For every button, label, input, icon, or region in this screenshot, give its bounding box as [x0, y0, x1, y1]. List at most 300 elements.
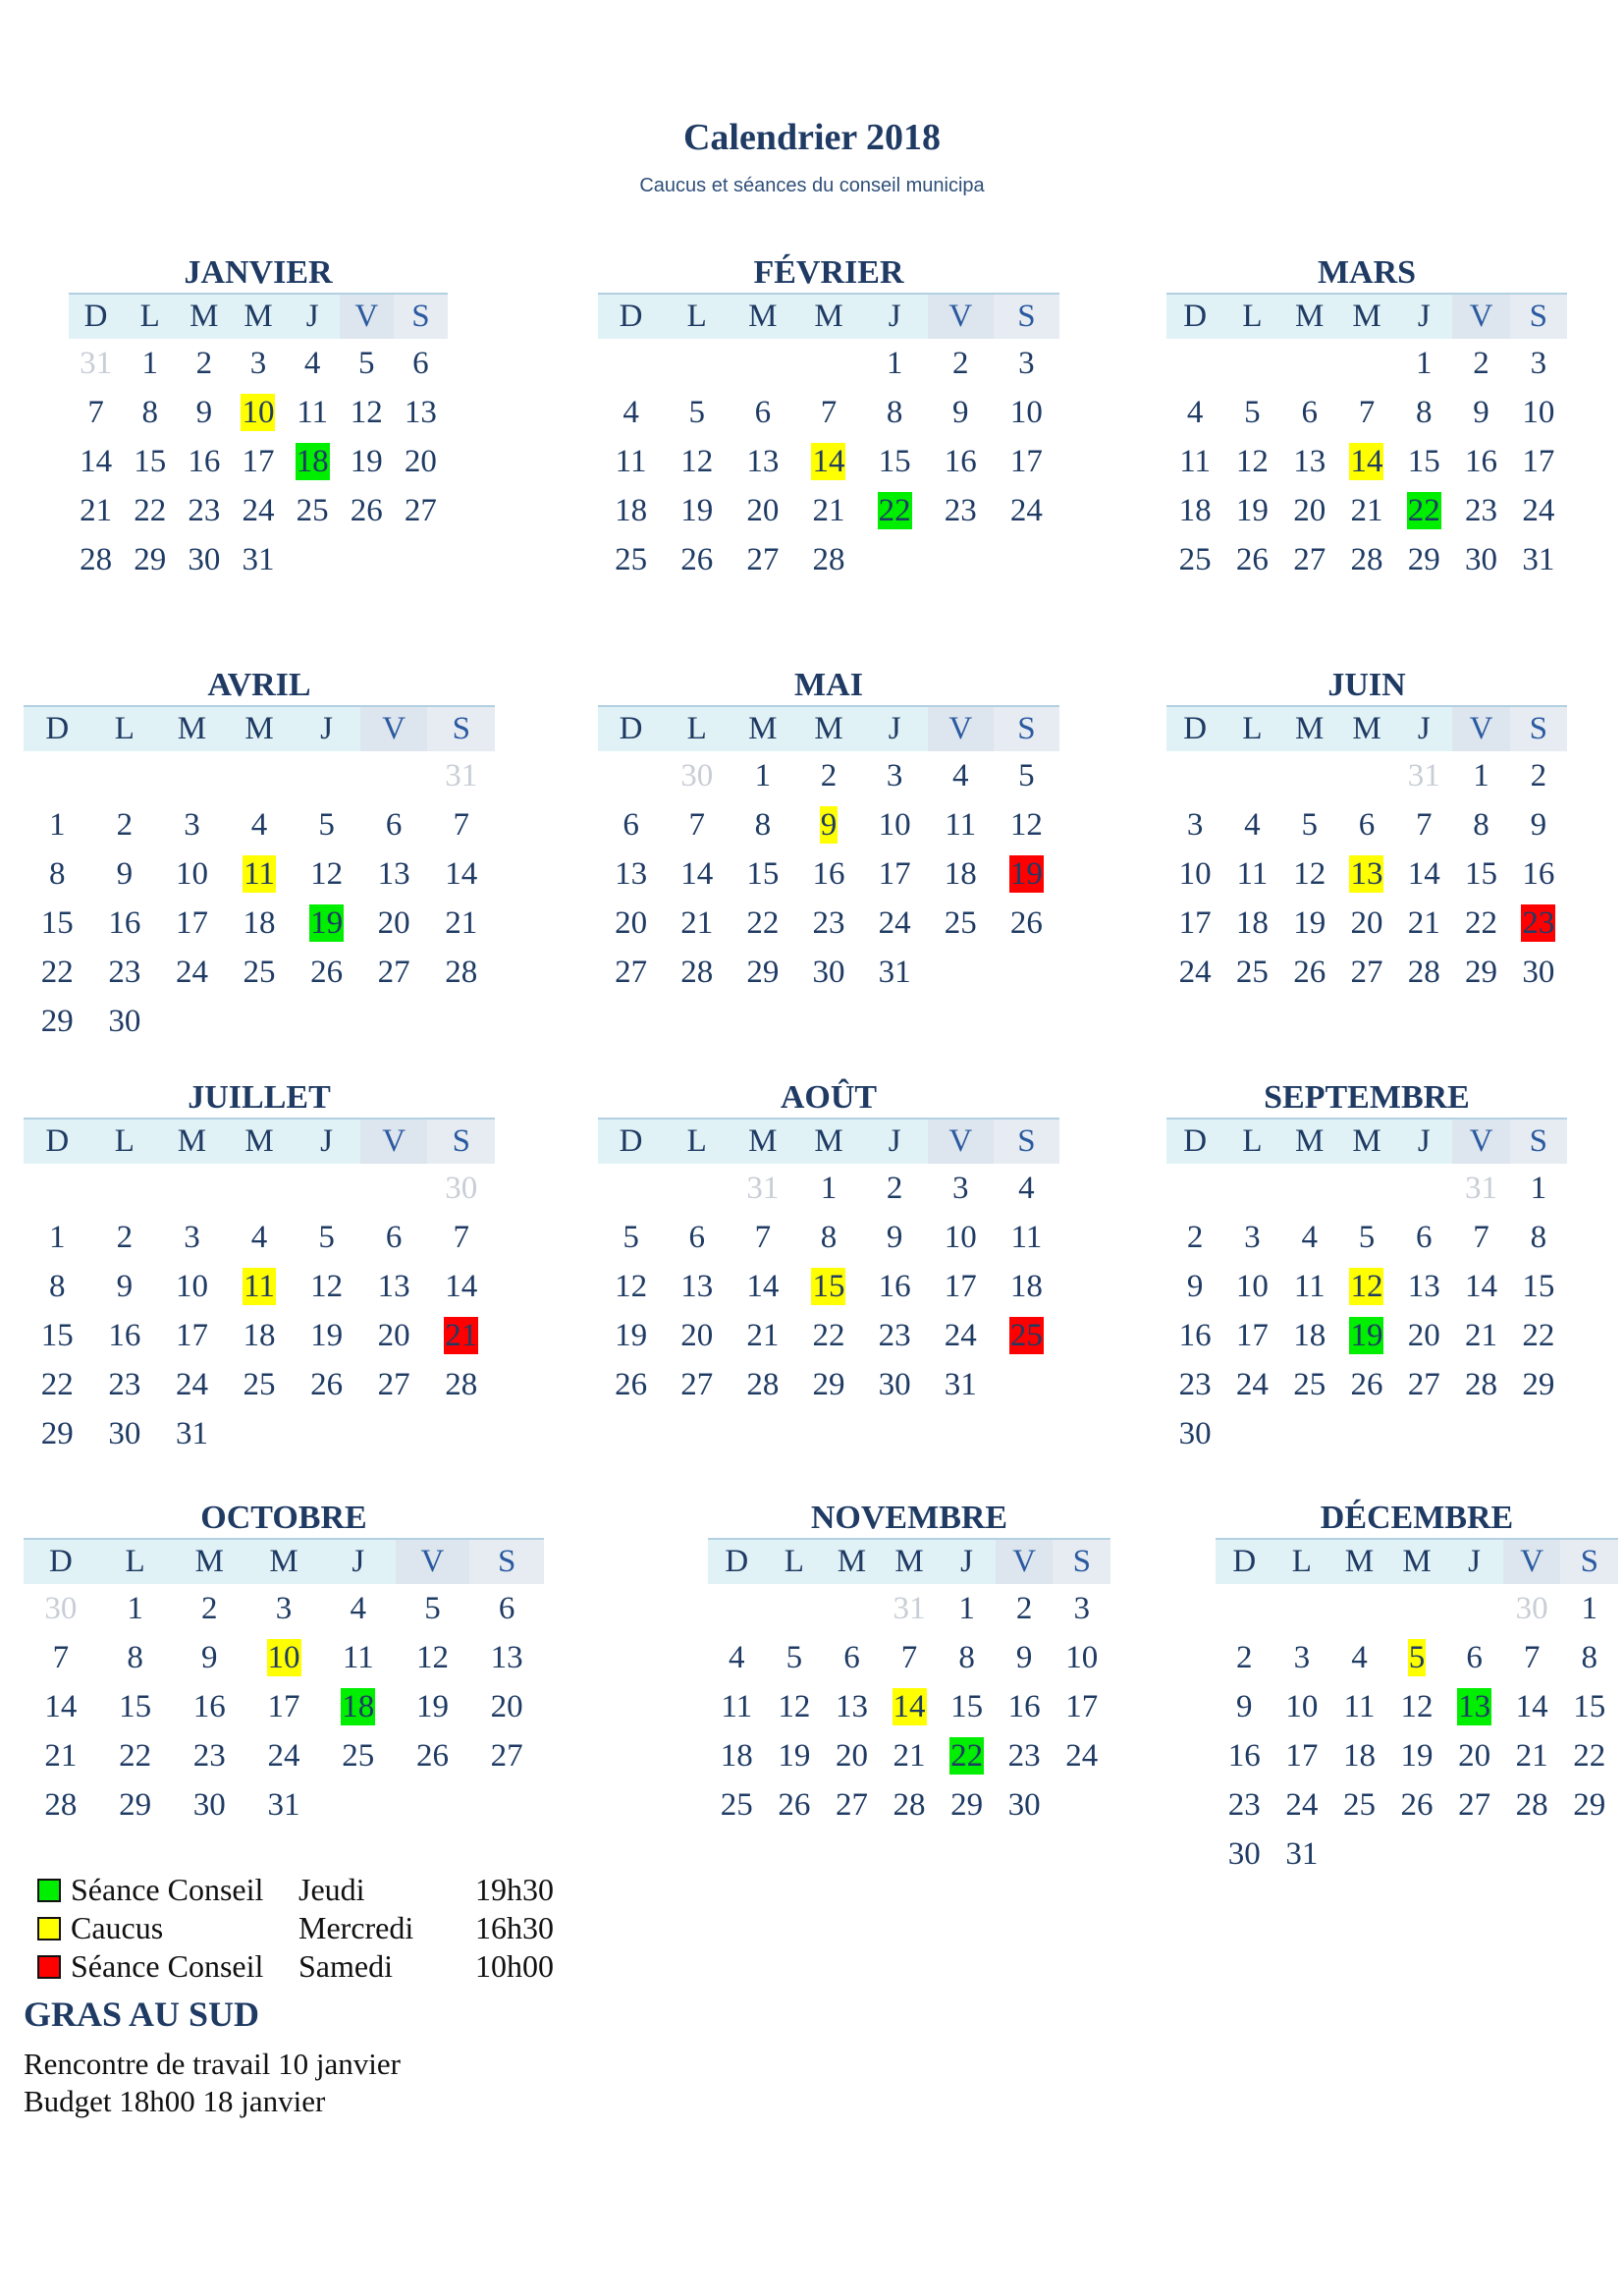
- day-cell: [286, 388, 340, 437]
- day-number: 4: [1244, 807, 1261, 843]
- day-number: 22: [1522, 1318, 1555, 1353]
- day-number: 16: [812, 856, 845, 892]
- day-number: 18: [342, 1689, 375, 1724]
- day-number: 31: [746, 1171, 780, 1206]
- day-cell: [881, 1780, 939, 1830]
- day-number: 1: [49, 807, 66, 843]
- month-10: [24, 1499, 544, 1830]
- weekday-label: M: [1338, 295, 1395, 339]
- day-number: 10: [944, 1220, 977, 1255]
- day-cell: [1510, 1409, 1567, 1458]
- weekday-label: M: [1338, 1120, 1395, 1164]
- week-row: [24, 1409, 495, 1458]
- week-row: [24, 1633, 544, 1682]
- weekday-label: L: [123, 295, 177, 339]
- day-cell: [396, 1584, 470, 1633]
- weekday-label: S: [427, 707, 495, 751]
- day-cell: [664, 388, 730, 437]
- weekday-label: M: [1388, 1540, 1446, 1584]
- day-number: 17: [1285, 1738, 1319, 1774]
- day-number: 16: [1522, 856, 1555, 892]
- day-number: 18: [1342, 1738, 1376, 1774]
- weekday-label: M: [1281, 707, 1338, 751]
- weekday-label: L: [664, 707, 730, 751]
- day-cell: [1053, 1682, 1110, 1731]
- day-number: 7: [820, 395, 838, 430]
- day-cell: [1338, 800, 1395, 849]
- day-cell: [1166, 1360, 1223, 1409]
- day-cell: [664, 535, 730, 584]
- day-cell: [158, 1360, 226, 1409]
- day-number: 2: [952, 346, 969, 381]
- day-cell-caucus: [1338, 1262, 1395, 1311]
- day-number: 10: [878, 807, 911, 843]
- day-number: 28: [1465, 1367, 1498, 1402]
- day-number: 5: [1358, 1220, 1376, 1255]
- day-number: 29: [1573, 1787, 1606, 1823]
- day-number: 31: [1522, 542, 1555, 577]
- day-number: 2: [820, 758, 838, 793]
- day-number: 24: [1178, 955, 1212, 990]
- day-cell: [730, 1311, 795, 1360]
- day-number: 16: [1178, 1318, 1212, 1353]
- day-number: 29: [134, 542, 167, 577]
- weekday-label: J: [321, 1540, 396, 1584]
- day-cell: [664, 899, 730, 948]
- day-number: 21: [746, 1318, 780, 1353]
- day-number: 28: [1515, 1787, 1548, 1823]
- day-cell: [394, 388, 448, 437]
- day-cell: [928, 899, 994, 948]
- day-cell: [158, 751, 226, 800]
- day-number: 27: [835, 1787, 868, 1823]
- weekday-label: L: [98, 1540, 173, 1584]
- day-cell-caucus: [795, 800, 861, 849]
- day-cell: [938, 1633, 996, 1682]
- day-number: 7: [453, 1220, 469, 1255]
- week-row: [24, 1731, 544, 1780]
- day-cell: [1388, 1731, 1446, 1780]
- day-number: 20: [615, 905, 648, 941]
- weekday-label: J: [1395, 295, 1452, 339]
- day-cell: [598, 948, 664, 997]
- day-number: 6: [688, 1220, 705, 1255]
- day-cell: [862, 1213, 928, 1262]
- weekday-label: V: [1452, 1120, 1509, 1164]
- day-cell: [1452, 948, 1509, 997]
- day-cell: [286, 486, 340, 535]
- day-cell: [91, 751, 159, 800]
- weekday-label: J: [1445, 1540, 1503, 1584]
- day-cell: [664, 800, 730, 849]
- day-number: 28: [812, 542, 845, 577]
- day-number: 16: [192, 1689, 226, 1724]
- day-cell: [1166, 535, 1223, 584]
- day-cell: [862, 437, 928, 486]
- weekday-header: [1216, 1538, 1618, 1584]
- day-number: 16: [108, 905, 141, 941]
- day-cell: [1510, 1262, 1567, 1311]
- day-number: 5: [358, 346, 375, 381]
- day-number: 18: [615, 493, 648, 528]
- legend: [37, 1871, 554, 1986]
- day-cell: [226, 751, 294, 800]
- day-cell: [1395, 388, 1452, 437]
- day-number: 19: [1350, 1318, 1383, 1353]
- day-number: 12: [615, 1269, 648, 1304]
- day-cell: [1503, 1584, 1561, 1633]
- day-cell: [177, 339, 231, 388]
- day-number: 31: [944, 1367, 977, 1402]
- day-number: 27: [1407, 1367, 1440, 1402]
- day-cell: [24, 997, 91, 1046]
- day-number: 31: [1465, 1171, 1498, 1206]
- day-number: 4: [1301, 1220, 1318, 1255]
- day-number: 26: [310, 1367, 344, 1402]
- week-row: [1216, 1731, 1618, 1780]
- day-cell-seance: [293, 899, 360, 948]
- day-number: 13: [1293, 444, 1326, 479]
- day-number: 22: [812, 1318, 845, 1353]
- day-cell: [427, 1164, 495, 1213]
- day-number: 14: [1407, 856, 1440, 892]
- day-cell: [360, 800, 428, 849]
- day-number: 2: [116, 807, 134, 843]
- weekday-label: M: [177, 295, 231, 339]
- day-cell: [172, 1682, 246, 1731]
- day-cell: [360, 1409, 428, 1458]
- day-cell: [1338, 899, 1395, 948]
- weekday-label: S: [1510, 1120, 1567, 1164]
- weekday-label: S: [994, 295, 1059, 339]
- day-number: 25: [1235, 955, 1269, 990]
- day-cell: [795, 388, 861, 437]
- day-number: 18: [243, 905, 276, 941]
- day-cell: [664, 849, 730, 899]
- month-name: FÉVRIER: [753, 254, 904, 291]
- day-number: 23: [1178, 1367, 1212, 1402]
- day-number: 7: [754, 1220, 772, 1255]
- day-cell: [1216, 1830, 1273, 1879]
- day-cell: [293, 1409, 360, 1458]
- day-number: 25: [944, 905, 977, 941]
- day-number: 26: [1235, 542, 1269, 577]
- day-number: 22: [40, 1367, 74, 1402]
- month-2: [598, 253, 1059, 584]
- day-cell: [1452, 1360, 1509, 1409]
- week-row: [1166, 800, 1567, 849]
- day-number: 19: [1293, 905, 1326, 941]
- day-number: 18: [296, 444, 329, 479]
- day-cell: [766, 1731, 824, 1780]
- day-number: 1: [754, 758, 772, 793]
- day-cell: [664, 1164, 730, 1213]
- week-row: [24, 849, 495, 899]
- day-cell: [396, 1633, 470, 1682]
- day-cell: [1223, 948, 1280, 997]
- day-cell: [598, 486, 664, 535]
- day-cell: [1053, 1584, 1110, 1633]
- month-5: [598, 666, 1059, 997]
- day-cell: [360, 751, 428, 800]
- day-number: 4: [250, 807, 268, 843]
- day-cell: [862, 948, 928, 997]
- day-cell: [994, 437, 1059, 486]
- day-cell: [1166, 849, 1223, 899]
- weekday-header: [598, 705, 1059, 751]
- weekday-label: V: [928, 295, 994, 339]
- day-number: 11: [945, 807, 977, 843]
- day-number: 14: [812, 444, 845, 479]
- day-cell: [246, 1780, 321, 1830]
- weekday-header: [69, 293, 448, 339]
- day-number: 29: [812, 1367, 845, 1402]
- day-cell: [226, 1360, 294, 1409]
- day-cell: [996, 1633, 1054, 1682]
- week-row: [1216, 1830, 1618, 1879]
- day-number: 13: [1407, 1269, 1440, 1304]
- day-cell: [98, 1682, 173, 1731]
- day-cell: [1452, 899, 1509, 948]
- day-number: 25: [342, 1738, 375, 1774]
- day-number: 3: [1244, 1220, 1261, 1255]
- weekday-label: S: [1510, 707, 1567, 751]
- day-number: 29: [119, 1787, 152, 1823]
- week-row: [598, 535, 1059, 584]
- day-cell: [1166, 1311, 1223, 1360]
- day-cell: [766, 1584, 824, 1633]
- day-cell: [795, 899, 861, 948]
- day-number: 27: [615, 955, 648, 990]
- weekday-label: S: [427, 1120, 495, 1164]
- day-cell: [598, 849, 664, 899]
- weekday-label: L: [1223, 295, 1280, 339]
- day-number: 1: [1473, 758, 1489, 793]
- day-cell: [730, 388, 795, 437]
- day-cell: [795, 1213, 861, 1262]
- day-number: 2: [1015, 1591, 1033, 1626]
- day-cell: [24, 1213, 91, 1262]
- day-number: 6: [385, 1220, 403, 1255]
- week-row: [69, 339, 448, 388]
- day-number: 11: [721, 1689, 753, 1724]
- weekday-header: [24, 1538, 544, 1584]
- day-cell: [928, 339, 994, 388]
- day-number: 3: [1186, 807, 1204, 843]
- day-cell: [1395, 535, 1452, 584]
- day-number: 28: [746, 1367, 780, 1402]
- day-number: 20: [746, 493, 780, 528]
- day-cell: [1281, 1164, 1338, 1213]
- weekday-label: D: [24, 1120, 91, 1164]
- day-number: 18: [1009, 1269, 1043, 1304]
- day-number: 3: [952, 1171, 969, 1206]
- day-cell-caucus: [226, 1262, 294, 1311]
- day-cell: [862, 1360, 928, 1409]
- day-number: 18: [720, 1738, 753, 1774]
- day-number: 3: [184, 807, 200, 843]
- day-cell: [1395, 1164, 1452, 1213]
- day-cell: [730, 849, 795, 899]
- day-number: 2: [195, 346, 213, 381]
- day-cell: [938, 1682, 996, 1731]
- day-number: 17: [1065, 1689, 1099, 1724]
- day-cell: [427, 849, 495, 899]
- day-number: 5: [318, 807, 335, 843]
- week-row: [1166, 388, 1567, 437]
- day-cell: [1166, 948, 1223, 997]
- note-line: Budget 18h00 18 janvier: [24, 2084, 326, 2118]
- day-cell: [1395, 1409, 1452, 1458]
- day-cell: [1452, 800, 1509, 849]
- day-cell: [1503, 1682, 1561, 1731]
- day-cell: [1452, 486, 1509, 535]
- day-number: 6: [843, 1640, 860, 1675]
- weekday-label: M: [172, 1540, 246, 1584]
- day-number: 11: [1343, 1689, 1376, 1724]
- day-number: 11: [615, 444, 647, 479]
- day-number: 30: [108, 1004, 141, 1039]
- day-cell: [1053, 1633, 1110, 1682]
- day-cell: [598, 388, 664, 437]
- weekday-label: J: [862, 707, 928, 751]
- day-cell: [1281, 1311, 1338, 1360]
- week-row: [1166, 1311, 1567, 1360]
- day-number: 16: [878, 1269, 911, 1304]
- day-cell: [1510, 388, 1567, 437]
- day-cell: [1452, 437, 1509, 486]
- day-number: 18: [1178, 493, 1212, 528]
- weekday-label: J: [293, 707, 360, 751]
- day-cell: [1281, 486, 1338, 535]
- day-cell: [1273, 1830, 1331, 1879]
- day-cell: [766, 1682, 824, 1731]
- week-row: [598, 899, 1059, 948]
- day-cell-seance: [938, 1731, 996, 1780]
- day-number: 22: [950, 1738, 984, 1774]
- day-number: 30: [1178, 1416, 1212, 1451]
- day-cell: [1510, 339, 1567, 388]
- day-cell: [24, 1682, 98, 1731]
- day-number: 19: [778, 1738, 811, 1774]
- day-cell: [1510, 1360, 1567, 1409]
- day-number: 29: [1465, 955, 1498, 990]
- week-row: [24, 997, 495, 1046]
- day-cell: [293, 1213, 360, 1262]
- week-row: [1166, 1262, 1567, 1311]
- day-number: 31: [445, 758, 478, 793]
- month-9: [1166, 1078, 1567, 1458]
- day-number: 9: [1530, 807, 1547, 843]
- day-cell-caucus: [226, 849, 294, 899]
- week-row: [598, 1360, 1059, 1409]
- day-number: 19: [310, 1318, 344, 1353]
- day-cell: [1281, 437, 1338, 486]
- day-number: 10: [267, 1640, 300, 1675]
- day-number: 16: [944, 444, 977, 479]
- day-number: 14: [445, 856, 478, 892]
- day-cell: [766, 1780, 824, 1830]
- day-number: 23: [192, 1738, 226, 1774]
- day-cell: [928, 535, 994, 584]
- day-number: 21: [1515, 1738, 1548, 1774]
- day-cell: [881, 1731, 939, 1780]
- day-cell: [1330, 1830, 1388, 1879]
- day-number: 4: [623, 395, 639, 430]
- day-number: 22: [1573, 1738, 1606, 1774]
- day-number: 17: [1522, 444, 1555, 479]
- day-number: 4: [350, 1591, 366, 1626]
- week-row: [24, 751, 495, 800]
- weekday-label: D: [598, 1120, 664, 1164]
- weekday-label: S: [394, 295, 448, 339]
- day-cell: [928, 486, 994, 535]
- day-cell: [340, 388, 394, 437]
- day-cell: [360, 1311, 428, 1360]
- day-number: 13: [835, 1689, 868, 1724]
- day-number: 28: [893, 1787, 926, 1823]
- day-number: 8: [886, 395, 903, 430]
- day-number: 1: [1530, 1171, 1547, 1206]
- day-cell: [1223, 388, 1280, 437]
- day-number: 27: [1350, 955, 1383, 990]
- day-number: 1: [127, 1591, 143, 1626]
- week-row: [598, 1262, 1059, 1311]
- day-number: 2: [1473, 346, 1489, 381]
- day-cell: [664, 1262, 730, 1311]
- day-number: 28: [680, 955, 714, 990]
- day-cell: [226, 1164, 294, 1213]
- day-cell: [360, 997, 428, 1046]
- week-row: [1216, 1682, 1618, 1731]
- day-cell: [1330, 1633, 1388, 1682]
- day-cell: [1338, 1213, 1395, 1262]
- day-number: 9: [820, 807, 838, 843]
- weekday-label: S: [994, 707, 1059, 751]
- day-number: 4: [729, 1640, 745, 1675]
- day-cell: [1273, 1584, 1331, 1633]
- day-cell: [1338, 486, 1395, 535]
- week-row: [598, 486, 1059, 535]
- day-cell: [1510, 751, 1567, 800]
- day-cell: [994, 948, 1059, 997]
- weekday-label: M: [1281, 1120, 1338, 1164]
- day-number: 9: [116, 856, 134, 892]
- day-cell: [1223, 1164, 1280, 1213]
- day-cell: [664, 1360, 730, 1409]
- day-cell: [1281, 849, 1338, 899]
- day-cell: [293, 751, 360, 800]
- day-number: 10: [175, 1269, 208, 1304]
- week-row: [598, 1164, 1059, 1213]
- day-number: 15: [134, 444, 167, 479]
- day-number: 15: [40, 905, 74, 941]
- day-number: 13: [680, 1269, 714, 1304]
- day-cell-caucus: [231, 388, 285, 437]
- day-cell: [1166, 388, 1223, 437]
- day-cell: [1223, 1311, 1280, 1360]
- weekday-header: [24, 705, 495, 751]
- weekday-label: V: [1452, 295, 1509, 339]
- day-number: 26: [1400, 1787, 1434, 1823]
- day-number: 25: [1293, 1367, 1326, 1402]
- day-cell: [1510, 948, 1567, 997]
- day-cell: [340, 535, 394, 584]
- day-number: 25: [243, 955, 276, 990]
- day-cell: [730, 948, 795, 997]
- day-number: 8: [754, 807, 772, 843]
- week-row: [1166, 1164, 1567, 1213]
